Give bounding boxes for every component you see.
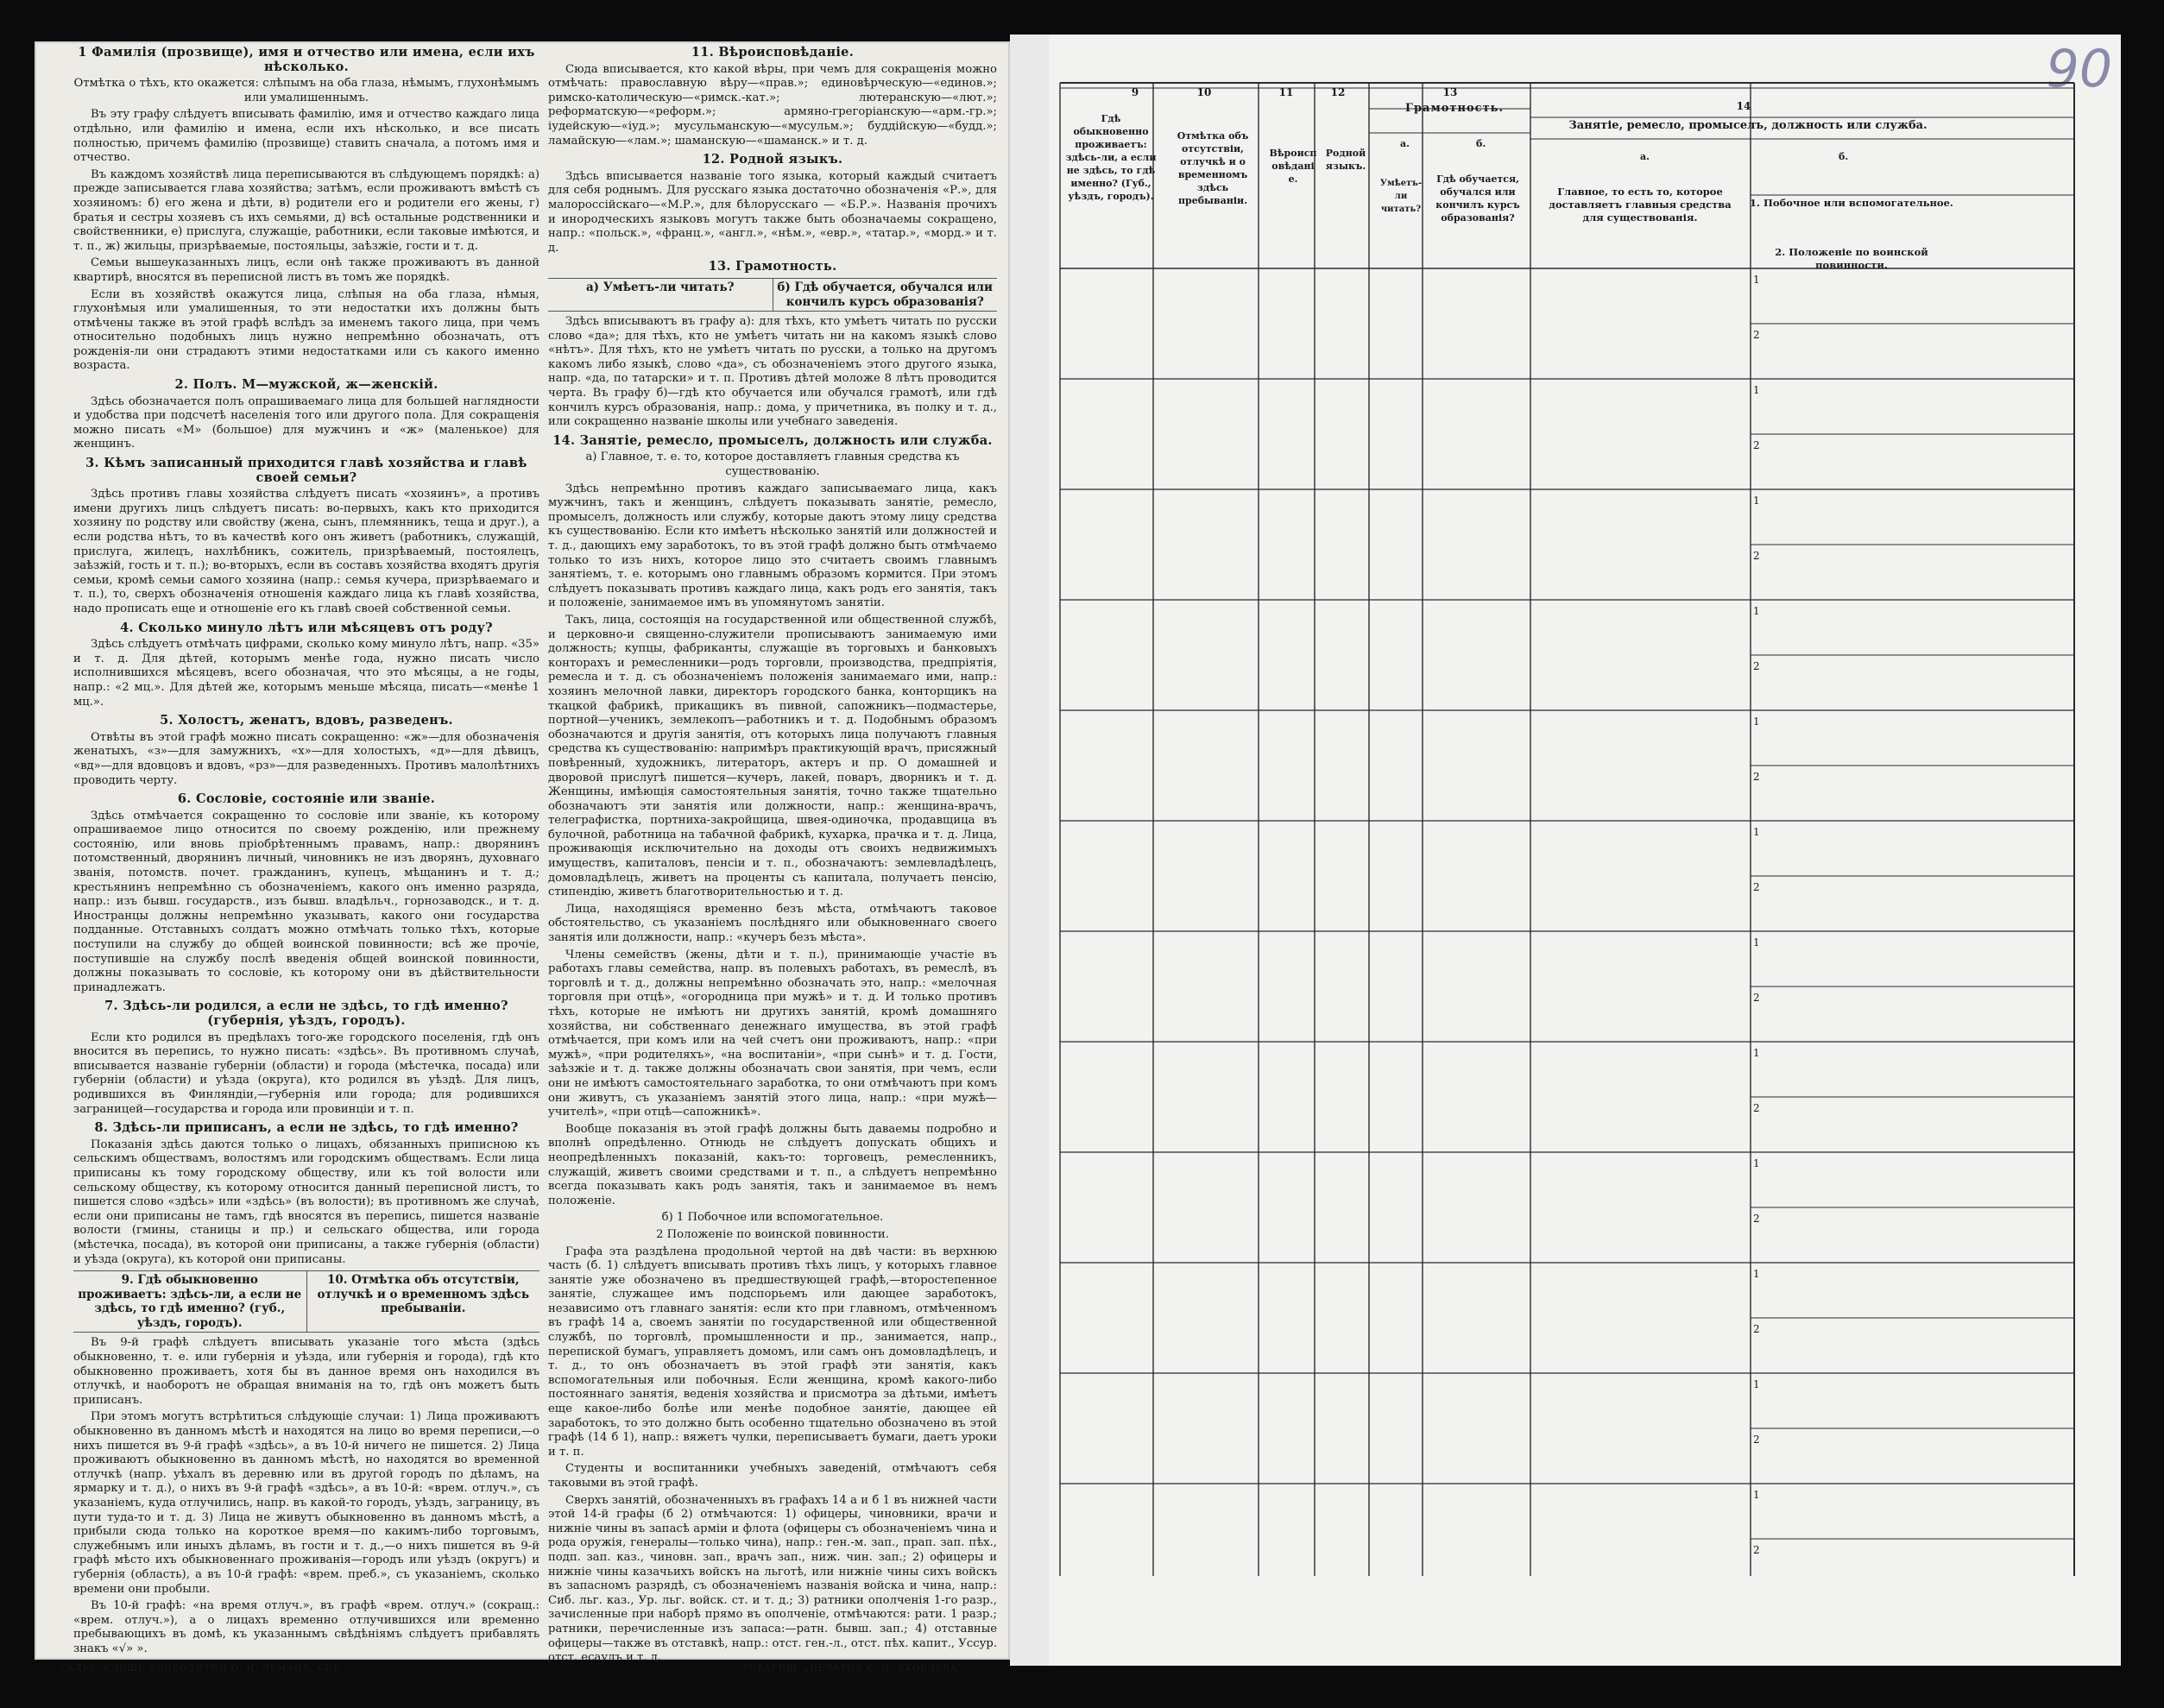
section-heading: 8. Здѣсь-ли приписанъ, а если не здѣсь, то гдѣ именно? <box>94 1120 519 1136</box>
section-heading: 6. Сословіе, состояніе или званіе. <box>177 791 436 807</box>
section-heading: 7. Здѣсь-ли родился, а если не здѣсь, то гдѣ именно? (губернія, уѣздъ, городъ). <box>104 999 508 1028</box>
paragraph: Здѣсь отмѣчается сокращенно то сословіе или званіе, къ которому опрашиваемое лицо относится по своему рожденію, или прежнему состоянію, или вновь пріобрѣтеннымъ правамъ, напр.: дворянинъ потомственный, дворянинъ личный, чиновникъ не изъ дворянъ, духовнаго званія, потомств. почет. гражданинъ, купецъ, мѣщанинъ и т. д.; крестьянинъ непремѣнно съ обозначеніемъ, какого онъ именно разряда, напр.: изъ бывш. государств., изъ бывш. владѣльч., горнозаводск., и т. д. Иностранцы должны непремѣнно указывать, какого они государства подданные. Отставныхъ солдатъ можно отмѣчать только тѣхъ, которые поступили на службу до общей воинской повинности; всѣ же прочіе, поступившіе на службу послѣ введенія общей воинской повинности, должны показывать то сословіе, къ которому они въ дѣйствительности принадлежатъ. <box>73 809 539 994</box>
row-marker: 2 <box>1753 660 1760 672</box>
header-col13a-text: Умѣетъ-ли читать? <box>1379 179 1423 214</box>
section-heading: 14. Занятіе, ремесло, промыселъ, должность или служба. <box>552 432 993 448</box>
header-col14b1-text: 1. Побочное или вспомогательное. <box>1750 197 1953 209</box>
header-col13b: б. <box>1476 138 1486 149</box>
row-marker: 2 <box>1753 881 1760 893</box>
paragraph: Здѣсь противъ главы хозяйства слѣдуетъ писать «хозяинъ», а противъ имени другихъ лицъ слѣдуетъ писать: во-первыхъ, какъ кто приходится хозяину по родству или свойству (жена, сынъ, племянникъ, теща и друг.), а если родства нѣтъ, то въ качествѣ кого онъ живетъ (работникъ, служащій, прислуга, жилецъ, нахлѣбникъ, сожитель, призрѣваемый, постоялецъ, заѣзжій, гость и т. п.); во-вторыхъ, если въ составъ хозяйства входятъ другія семьи, кромѣ семьи самого хозяина (напр.: семья кучера, призрѣваемаго и т. п.), то, сверхъ обозначенія отношенія каждаго лица къ главѣ хозяйства, надо прописать еще и отношеніе его къ главѣ своей собственной семьи. <box>73 488 539 615</box>
row-marker: 2 <box>1753 1544 1760 1556</box>
header-col12: Родной языкъ. <box>1325 148 1366 172</box>
instructions-column-right <box>548 41 998 1665</box>
instructions-column-left <box>73 41 539 1655</box>
section-heading: 12. Родной языкъ. <box>702 152 843 167</box>
paragraph: Вообще показанія въ этой графѣ должны быть даваемы подробно и вполнѣ опредѣленно. Отнюдь не слѣдуетъ допускать общихъ и неопредѣленныхъ показаній, какъ-то: торговецъ, ремесленникъ, служащій, живетъ своими средствами и т. п., а слѣдуетъ непремѣнно всегда показывать какъ родъ занятія, такъ и занимаемое въ немъ положеніе. <box>548 1122 997 1207</box>
row-marker: 2 <box>1753 550 1760 562</box>
row-marker: 2 <box>1753 1102 1760 1114</box>
paragraph: Здѣсь непремѣнно противъ каждаго записываемаго лица, какъ мужчинъ, такъ и женщинъ, слѣдуетъ показывать занятіе, ремесло, промыселъ, должность или службу, которые даютъ этому лицу средства къ существованію. Если кто имѣетъ нѣсколько занятій или должностей и т. д., дающихъ ему заработокъ, то въ этой графѣ должно быть отмѣчаемо только то изъ нихъ, которое лицо это считаетъ своимъ главнымъ занятіемъ, т. е. которымъ оно главнымъ образомъ кормится. При этомъ слѣдуетъ показывать противъ каждаго лица, какъ родъ его занятія, такъ и положеніе, занимаемое имъ въ упомянутомъ занятіи. <box>548 482 997 610</box>
paragraph: Отмѣтка о тѣхъ, кто окажется: слѣпымъ на оба глаза, нѣмымъ, глухонѣмымъ или умалишеннымъ. <box>73 77 539 104</box>
row-marker: 1 <box>1753 936 1760 949</box>
paragraph: б) 1 Побочное или вспомогательное. <box>661 1211 884 1225</box>
paragraph: а) Главное, т. е. то, которое доставляетъ главныя средства къ существованію. <box>585 451 960 479</box>
paragraph: Члены семействъ (жены, дѣти и т. п.), принимающіе участіе въ работахъ главы семейства, напр. въ полевыхъ работахъ, въ ремеслѣ, въ торговлѣ и т. д., должны непремѣнно обозначать это, напр.: «мелочная торговля при отцѣ», «огородница при мужѣ» и т. д. И только противъ тѣхъ, которые не имѣютъ ни другихъ занятій, кромѣ домашняго хозяйства, ни собственнаго денежнаго имущества, въ этой графѣ отмѣчается, при комъ или на чей счетъ они проживаютъ, напр.: «при мужѣ», «при родителяхъ», «на воспитаніи», «при сынѣ» и т. д. Гости, заѣзжіе и т. д. также должны обозначать свои занятія, при чемъ, если они не имѣютъ самостоятельнаго заработка, то они отмѣчаютъ при комъ они живутъ, съ указаніемъ занятій этого лица, напр.: «при мужѣ—учителѣ», «при отцѣ—сапожникѣ». <box>548 948 997 1119</box>
row-marker: 1 <box>1753 1268 1760 1280</box>
header-col13a: а. <box>1400 138 1410 149</box>
header-col11: Вѣроисповѣданіе. <box>1269 148 1317 185</box>
col-number-11: 11 <box>1278 86 1294 98</box>
split-heading <box>73 1270 539 1333</box>
split-heading-left: а) Умѣетъ-ли читать? <box>585 280 735 294</box>
paragraph: Отвѣты въ этой графѣ можно писать сокращенно: «ж»—для обозначенія женатыхъ, «з»—для замужнихъ, «х»—для холостыхъ, «д»—для дѣвицъ, «вд»—для вдовцовъ и вдовъ, «рз»—для разведенныхъ. Противъ малолѣтнихъ проводить черту. <box>73 730 539 787</box>
col-number-9: 9 <box>1131 86 1139 98</box>
col-number-14: 14 <box>1736 100 1751 112</box>
row-marker: 1 <box>1753 605 1760 617</box>
row-marker: 2 <box>1753 992 1760 1004</box>
row-marker: 1 <box>1753 715 1760 728</box>
paragraph: Въ 10-й графѣ: «на время отлуч.», въ графѣ «врем. отлуч.» (сокращ.: «врем. отлуч.»), а о лицахъ временно отлучившихся или временно пребывающихъ въ домѣ, къ указаннымъ свѣдѣніямъ слѣдуетъ прибавлять знакъ «√» ». <box>73 1599 539 1655</box>
row-marker: 1 <box>1753 384 1760 396</box>
section-heading: 1 Фамилія (прозвище), имя и отчество или имена, если ихъ нѣсколько. <box>78 45 535 74</box>
paragraph: Сверхъ занятій, обозначенныхъ въ графахъ 14 а и б 1 въ нижней части этой 14-й графы (б 2) отмѣчаются: 1) офицеры, чиновники, врачи и нижніе чины въ запасѣ арміи и флота (офицеры съ обозначеніемъ чина и рода оружія, генералы—только чина), напр.: ген.-м. зап., прап. зап. пѣх., подп. зап. каз., чиновн. зап., врачъ зап., ниж. чин. зап.; 2) офицеры и нижніе чины казачьихъ войскъ на льготѣ, или нижніе чины сихъ войскъ въ запасномъ разрядѣ, съ обозначеніемъ названія войска и чина, напр.: Сиб. льг. каз., Ур. льг. войск. ст. и т. д.; 3) ратники ополченія 1-го разр., зачисленные при наборѣ прямо въ ополченіе, отмѣчаются: рати. 1 разр.; ратники, перечисленные изъ запаса:—ратн. бывш. зап.; 4) отставные офицеры—также въ отставкѣ, напр.: отст. ген.-л., отст. пѣх. капит., Уссур. отст. есаулъ и т. д. <box>548 1493 998 1665</box>
header-col14b2-text: 2. Положеніе по воинской повинности. <box>1775 246 1928 271</box>
paragraph: Здѣсь слѣдуетъ отмѣчать цифрами, сколько кому минуло лѣтъ, напр. «35» и т. д. Для дѣтей, которымъ менѣе года, нужно писать число исполнившихся мѣсяцевъ, всего обозначая, что это мѣсяцы, а не годы, напр.: «2 мц.». Для дѣтей же, которымъ меньше мѣсяца, писать—«менѣе 1 мц.». <box>73 638 539 709</box>
row-marker: 1 <box>1753 495 1760 507</box>
paragraph: Графа эта раздѣлена продольной чертой на двѣ части: въ верхнюю часть (б. 1) слѣдуетъ вписывать противъ тѣхъ лицъ, у которыхъ главное занятіе уже обозначено въ предшествующей графѣ,—второстепенное занятіе, служащее имъ подспорьемъ или дающее заработокъ, независимо отъ главнаго занятія: если кто при главномъ, отмѣченномъ въ графѣ 14 а, своемъ занятіи по государственной или общественной службѣ, по торговлѣ, промышленности и пр., занимается, напр., перепиской бумагъ, управляетъ домомъ, или самъ онъ домовладѣлецъ, и т. д., то онъ обозначаетъ въ этой графѣ эти занятія, какъ вспомогательныя или побочныя. Если женщина, кромѣ какого-либо постояннаго занятія, веденія хозяйства и присмотра за дѣтьми, имѣетъ еще какое-либо болѣе или менѣе подобное занятіе, дающее ей заработокъ, то это должно быть особенно тщательно обозначено въ этой графѣ (14 б 1), напр.: вяжетъ чулки, переписываетъ бумаги, даетъ уроки и т. п. <box>548 1245 997 1459</box>
printer-credit-left: ГАЛЬВ. КЛИШЕ СЛОВОЛИТНИ О. И. ЛЕМАНЪ, СПБ. <box>60 1664 344 1673</box>
paragraph: Лица, находящіяся временно безъ мѣста, отмѣчаютъ таковое обстоятельство, съ указаніемъ послѣдняго или обыкновеннаго своего занятія или должности, напр.: «кучеръ безъ мѣста». <box>548 902 997 945</box>
paragraph: Сюда вписывается, кто какой вѣры, при чемъ для сокращенія можно отмѣчать: православную вѣру—«прав.»; единовѣрческую—«единов.»; римско-католическую—«римск.-кат.»; лютеранскую—«лют.»; реформатскую—«реформ.»; армяно-грегоріанскую—«арм.-гр.»; іудейскую—«іуд.»; мусульманскую—«мусульм.»; буддійскую—«будд.»; ламайскую—«лам.»; шаманскую—«шаманск.» и т. д. <box>548 62 997 148</box>
row-marker: 1 <box>1753 1378 1760 1390</box>
header-col14: Занятіе, ремесло, промыселъ, должность или служба. <box>1568 119 1927 132</box>
paragraph: Если кто родился въ предѣлахъ того-же городского поселенія, гдѣ онъ вносится въ перепись, то нужно писать: «здѣсь». Въ противномъ случаѣ, вписывается названіе губерніи (области) и города (мѣстечка, посада) или губерніи (области) и уѣзда (округа), кто родился въ уѣздѣ. Для лицъ, родившихся въ Финляндіи,—губернія или города; для родившихся заграницей—государства и города или провинціи и т. п. <box>73 1030 539 1116</box>
header-col13: Грамотность. <box>1404 102 1504 115</box>
row-marker: 1 <box>1753 274 1760 286</box>
paragraph: 2 Положеніе по воинской повинности. <box>656 1227 889 1241</box>
row-marker: 1 <box>1753 1047 1760 1059</box>
handwritten-page-number: 90 <box>2046 39 2112 99</box>
section-heading: 3. Кѣмъ записанный приходится главѣ хозяйства и главѣ своей семьи? <box>85 456 527 485</box>
paragraph: Такъ, лица, состоящія на государственной или общественной службѣ, и церковно-и священно-служители прописываютъ занимаемую ими должность; купцы, фабриканты, служащіе въ торговыхъ и банковыхъ конторахъ и ремесленники—родъ торговли, производства, предпріятія, ремесла и т. д. съ обозначеніемъ положенія занимаемаго ими, напр.: хозяинъ мелочной лавки, директоръ городского банка, конторщикъ на ткацкой фабрикѣ, прикащикъ въ пивной, сапожникъ—подмастерье, портной—ученикъ, землекопъ—работникъ и т. д. Подобнымъ образомъ обозначаются и другія занятія, отъ которыхъ лица получаютъ главныя средства къ существованію: напримѣръ практикующій врачъ, присяжный повѣренный, художникъ, литераторъ, актеръ и пр. О домашней и дворовой прислугѣ пишется—кучеръ, лакей, поваръ, дворникъ и т. д. Женщины, имѣющія самостоятельныя занятія, точно также тщательно обозначаютъ эти занятія или должности, напр.: женщина-врачъ, телеграфистка, портниха-закройщица, швея-одиночка, продавщица въ булочной, работница на табачной фабрикѣ, кухарка, прачка и т. д. Лица, проживающія исключительно на доходы отъ своихъ недвижимыхъ имуществъ, капиталовъ, пенсіи и т. п., обозначаютъ: землевладѣлецъ, домовладѣлецъ, живетъ на проценты съ капитала, получаетъ пенсію, стипендію, живетъ благотворительностью и т. д. <box>548 613 997 899</box>
row-marker: 2 <box>1753 439 1760 451</box>
split-heading <box>548 278 997 312</box>
row-marker: 2 <box>1753 771 1760 783</box>
paragraph: Въ 9-й графѣ слѣдуетъ вписывать указаніе того мѣста (здѣсь обыкновенно, т. е. или губернія и уѣзда, или губернія и города), гдѣ кто обыкновенно проживаетъ, хотя бы въ данное время онъ находился въ отлучкѣ, и наоборотъ не обращая вниманія на то, гдѣ онъ можетъ быть приписанъ. <box>73 1336 539 1407</box>
col-number-13: 13 <box>1442 86 1458 98</box>
header-col9: Гдѣ обыкновенно проживаетъ: здѣсь-ли, а если не здѣсь, то гдѣ именно? (Губ., уѣздъ, городъ). <box>1065 113 1157 202</box>
paragraph: Показанія здѣсь даются только о лицахъ, обязанныхъ приписною къ сельскимъ обществамъ, волостямъ или городскимъ обществамъ. Если лица приписаны къ тому городскому обществу, или къ той волости или сельскому обществу, къ которому относится данный переписной листъ, то пишется слово «здѣсь» или «здѣсь» (въ волости); въ противномъ же случаѣ, если они приписаны не тамъ, гдѣ вносятся въ перепись, пишется названіе волости (гмины, станицы и пр.) и сельскаго общества, или города (мѣстечка, посада), въ которой они приписаны, а также губернія (области) и уѣзда (округа), къ которой они приписаны. <box>73 1138 539 1266</box>
split-heading-left: 9. Гдѣ обыкновенно проживаетъ: здѣсь-ли, а если не здѣсь, то гдѣ именно? (губ., уѣздъ, городъ). <box>78 1273 302 1330</box>
paragraph: Семьи вышеуказанныхъ лицъ, если онѣ также проживаютъ въ данной квартирѣ, вносятся въ переписной листъ въ томъ же порядкѣ. <box>73 256 539 284</box>
col-number-12: 12 <box>1330 86 1346 98</box>
section-heading: 2. Полъ. М—мужской, ж—женскій. <box>174 377 438 393</box>
section-heading: 11. Вѣроисповѣданіе. <box>691 45 855 60</box>
paragraph: Въ эту графу слѣдуетъ вписывать фамилію, имя и отчество каждаго лица отдѣльно, или фамилію и имена, если ихъ нѣсколько, и все писать полностью, причемъ фамилію (прозвище) ставить сначала, а потомъ имя и отчество. <box>73 108 539 165</box>
section-heading: 4. Сколько минуло лѣтъ или мѣсяцевъ отъ роду? <box>120 620 493 635</box>
census-table-grid <box>1060 83 2074 1576</box>
split-heading-right: б) Гдѣ обучается, обучался или кончилъ курсъ образованія? <box>773 279 998 311</box>
row-marker: 1 <box>1753 1157 1760 1169</box>
paragraph: Здѣсь вписываютъ въ графу а): для тѣхъ, кто умѣетъ читать по русски слово «да»; для тѣхъ, кто не умѣетъ читать ни на какомъ языкѣ слово «нѣтъ». Для тѣхъ, кто не умѣетъ читать по русски, а только на другомъ какомъ либо языкѣ, слово «да», съ обозначеніемъ этого другого языка, напр. «да, по татарски» и т. п. Противъ дѣтей моложе 8 лѣтъ проводится черта. Въ графу б)—гдѣ кто обучается или обучался грамотѣ, или гдѣ кончилъ курсъ образованія, напр.: дома, у причетника, въ полку и т. д., или сокращенно названіе школы или учебнаго заведенія. <box>548 315 997 429</box>
paragraph: Въ каждомъ хозяйствѣ лица переписываются въ слѣдующемъ порядкѣ: a) прежде записывается глава хозяйства; затѣмъ, если проживаютъ вмѣстѣ съ хозяиномъ: б) его жена и дѣти, в) родители его и родители его жены, г) братья и сестры хозяевъ съ ихъ семьями, д) всѣ остальные родственники и свойственники, е) прислуга, служащіе, работники, если таковые имѣются, и т. п., ж) жильцы, призрѣваемые, постояльцы, заѣзжіе, гости и т. д. <box>73 167 539 253</box>
row-marker: 2 <box>1753 1213 1760 1225</box>
printer-credit-right: ТОВАРИЩ. „ПЕЧАТНЯ С. П. ЯКОВЛЕВА" <box>742 1664 962 1673</box>
section-heading: 13. Грамотность. <box>708 259 837 274</box>
split-heading-right: 10. Отмѣтка объ отсутствіи, отлучкѣ и о временномъ здѣсь пребываніи. <box>306 1271 540 1332</box>
col-number-10: 10 <box>1196 86 1212 98</box>
header-col10: Отмѣтка объ отсутствіи, отлучкѣ и о временномъ здѣсь пребываніи. <box>1177 130 1249 206</box>
row-marker: 2 <box>1753 1323 1760 1335</box>
paragraph: Если въ хозяйствѣ окажутся лица, слѣпыя на оба глаза, нѣмыя, глухонѣмыя или умалишенныя, то эти недостатки ихъ должны быть отмѣчены также въ этой графѣ вслѣдъ за именемъ такого лица, при чемъ относительно подобныхъ лицъ нужно непремѣнно обозначать, отъ рожденія-ли они страдаютъ этими недостатками или съ какого именно возраста. <box>73 287 539 373</box>
row-marker: 2 <box>1753 329 1760 341</box>
header-col13b-text: Гдѣ обучается, обучался или кончилъ курсъ образованія? <box>1435 173 1520 224</box>
paragraph: Здѣсь вписывается названіе того языка, который каждый считаетъ для себя роднымъ. Для русскаго языка достаточно обозначенія «Р.», для малороссійскаго—«М.Р.», для бѣлорусскаго — «Б.Р.». Названія прочихъ и инородческихъ языковъ могутъ также быть обозначаемы сокращено, напр.: «польск.», «франц.», «англ.», «нѣм.», «евр.», «татар.», «морд.» и т. д. <box>548 169 997 255</box>
header-col14a: а. <box>1640 151 1650 162</box>
section-heading: 5. Холостъ, женатъ, вдовъ, разведенъ. <box>160 713 453 728</box>
header-col14b: б. <box>1839 151 1849 162</box>
paragraph: Студенты и воспитанники учебныхъ заведеній, отмѣчаютъ себя таковыми въ этой графѣ. <box>548 1462 997 1490</box>
row-marker: 1 <box>1753 1489 1760 1501</box>
row-marker: 1 <box>1753 826 1760 838</box>
row-marker: 2 <box>1753 1434 1760 1446</box>
paragraph: Здѣсь обозначается полъ опрашиваемаго лица для большей наглядности и удобства при подсчетѣ населенія того или другого пола. Для сокращенія можно писать «М» (большое) для мужчинъ и «ж» (маленькое) для женщинъ. <box>73 394 539 451</box>
paragraph: При этомъ могутъ встрѣтиться слѣдующіе случаи: 1) Лица проживаютъ обыкновенно въ данномъ мѣстѣ и находятся на лицо во время переписи,—о нихъ пишется въ 9-й графѣ «здѣсь», а въ 10-й ничего не пишется. 2) Лица проживаютъ обыкновенно въ данномъ мѣстѣ, но находятся во временной отлучкѣ (напр. уѣхалъ въ деревню или въ другой городъ по дѣламъ, на ярмарку и т. д.), о нихъ въ 9-й графѣ «здѣсь», а въ 10-й: «врем. отлуч.», съ указаніемъ, куда отлучились, напр. въ какой-то городъ, уѣздъ, заграницу, въ пути туда-то и т. д. 3) Лица не живутъ обыкновенно въ данномъ мѣстѣ, а прибыли сюда только на короткое время—по какимъ-либо торговымъ, служебнымъ или иныхъ дѣламъ, въ гости и т. д.,—о нихъ пишется въ 9-й графѣ мѣсто ихъ обыкновеннаго проживанія—городъ или уѣздъ (округъ) и губернія (область), а въ 10-й графѣ: «врем. преб.», съ указаніемъ, сколько времени они пробыли. <box>73 1410 539 1596</box>
header-col14a-text: Главное, то есть то, которое доставляетъ главныя средства для существованія. <box>1549 186 1732 224</box>
